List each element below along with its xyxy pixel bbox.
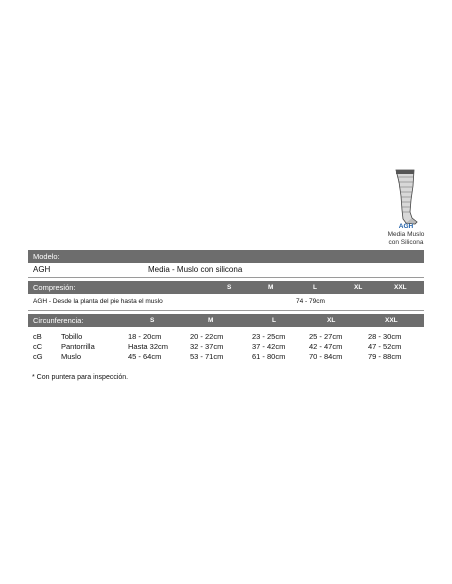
- compression-row-value: 74 - 79cm: [296, 298, 325, 305]
- model-header: Modelo:: [33, 252, 60, 261]
- circumference-size-xl: XL: [327, 317, 336, 324]
- compression-size-l: L: [313, 284, 317, 291]
- compression-row: [28, 294, 424, 310]
- footnote: * Con puntera para inspección.: [32, 374, 129, 381]
- model-row: [28, 263, 424, 277]
- caption-line-2: con Silicona: [388, 239, 424, 246]
- compression-header: Compresión:: [33, 283, 76, 292]
- table-row: [28, 352, 424, 362]
- row-name: Pantorrilla: [61, 342, 95, 351]
- compression-size-m: M: [268, 284, 274, 291]
- circumference-size-s: S: [150, 317, 155, 324]
- circumference-size-xxl: XXL: [385, 317, 398, 324]
- table-row: [28, 342, 424, 352]
- value-s: 18 - 20cm: [128, 332, 162, 341]
- circumference-size-l: L: [272, 317, 276, 324]
- model-code: AGH: [33, 265, 51, 274]
- circumference-header: Circunferencia:: [33, 316, 84, 325]
- value-s: Hasta 32cm: [128, 342, 169, 351]
- product-caption: [366, 223, 446, 247]
- product-code: AGH: [398, 223, 414, 230]
- value-s: 45 - 64cm: [128, 352, 162, 361]
- divider: [28, 277, 424, 278]
- row-name: Muslo: [61, 352, 82, 361]
- value-m: 32 - 37cm: [190, 342, 224, 351]
- compression-header-bar: [28, 281, 424, 294]
- caption-line-1: Media Muslo: [387, 231, 425, 238]
- value-l: 23 - 25cm: [252, 332, 286, 341]
- value-l: 61 - 80cm: [252, 352, 286, 361]
- row-code: cG: [33, 352, 43, 361]
- circumference-size-m: M: [208, 317, 214, 324]
- value-xl: 42 - 47cm: [309, 342, 343, 351]
- leg-stocking-icon: [382, 166, 430, 226]
- value-xxl: 79 - 88cm: [368, 352, 402, 361]
- value-m: 53 - 71cm: [190, 352, 224, 361]
- value-xxl: 28 - 30cm: [368, 332, 402, 341]
- compression-row-label: AGH - Desde la planta del pie hasta el muslo: [33, 298, 163, 305]
- value-l: 37 - 42cm: [252, 342, 286, 351]
- value-xxl: 47 - 52cm: [368, 342, 402, 351]
- table-row: [28, 332, 424, 342]
- compression-size-xxl: XXL: [394, 284, 407, 291]
- size-chart: [28, 250, 424, 381]
- value-xl: 25 - 27cm: [309, 332, 343, 341]
- value-m: 20 - 22cm: [190, 332, 224, 341]
- row-name: Tobillo: [61, 332, 83, 341]
- value-xl: 70 - 84cm: [309, 352, 343, 361]
- divider: [28, 310, 424, 311]
- model-description: Media - Muslo con silicona: [148, 265, 243, 274]
- model-header-bar: [28, 250, 424, 263]
- row-code: cB: [33, 332, 42, 341]
- compression-size-xl: XL: [354, 284, 363, 291]
- compression-size-s: S: [227, 284, 232, 291]
- circumference-header-bar: [28, 314, 424, 327]
- row-code: cC: [33, 342, 43, 351]
